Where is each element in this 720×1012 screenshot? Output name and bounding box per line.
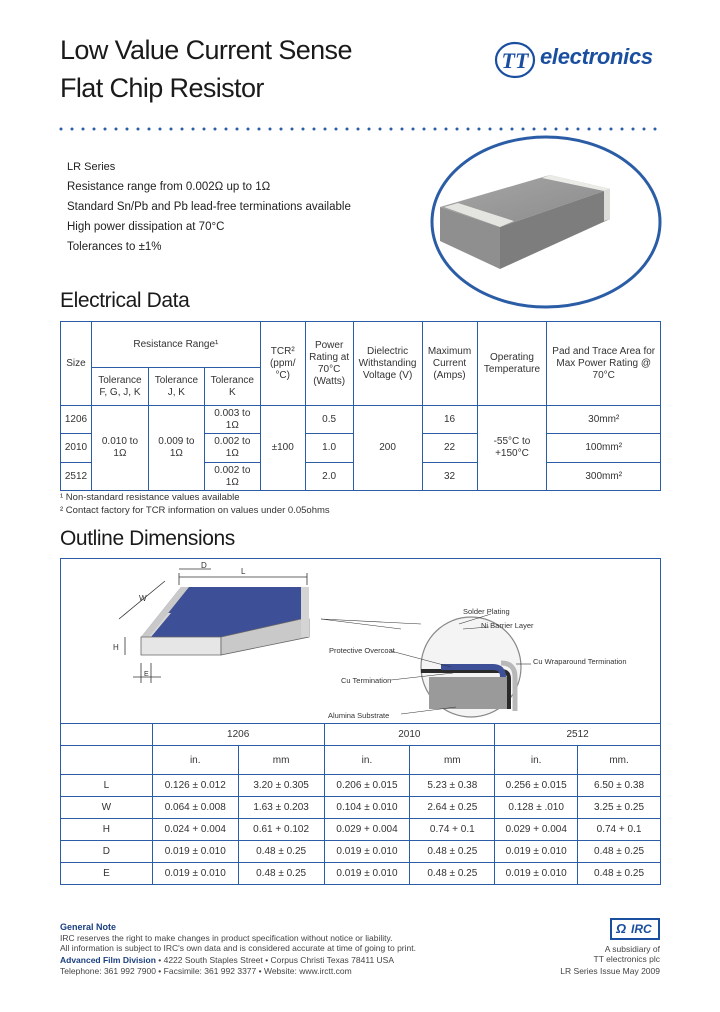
svg-text:TT: TT: [501, 48, 529, 73]
unit-header: mm: [238, 746, 324, 775]
table-row: [61, 775, 661, 797]
header-tcr: TCR² (ppm/°C): [260, 322, 305, 406]
tt-electronics-logo: [493, 38, 668, 80]
dim-cell: 0.126 ± 0.012: [152, 775, 238, 797]
dotted-divider: [58, 126, 668, 132]
dim-cell: 1.63 ± 0.203: [238, 797, 324, 819]
svg-text:L: L: [241, 567, 246, 576]
dim-cell: 0.019 ± 0.010: [324, 863, 410, 885]
outline-dimensions-table: [60, 723, 661, 885]
dim-cell: 0.48 ± 0.25: [410, 841, 495, 863]
subsidiary-line: TT electronics plc: [593, 954, 660, 964]
dim-cell: 0.029 + 0.004: [324, 819, 410, 841]
irc-logo: [610, 918, 660, 940]
dim-cell: 5.23 ± 0.38: [410, 775, 495, 797]
cell-operating-temp: -55°C to +150°C: [477, 406, 547, 491]
table-row: [61, 819, 661, 841]
dim-cell: 0.019 ± 0.010: [324, 841, 410, 863]
svg-text:Alumina Substrate: Alumina Substrate: [328, 711, 390, 720]
cell-power: 1.0: [305, 434, 353, 463]
omega-icon: Ω: [616, 921, 627, 936]
chip-dimension-drawing: [61, 559, 662, 724]
svg-text:Cu Wraparound Termination: Cu Wraparound Termination: [533, 657, 627, 666]
size-header: 2010: [324, 724, 495, 746]
header-tol-jk: Tolerance J, K: [148, 368, 204, 406]
header-tol-fgjk: Tolerance F, G, J, K: [91, 368, 148, 406]
header-tol-k: Tolerance K: [204, 368, 260, 406]
dim-cell: 0.019 ± 0.010: [495, 841, 578, 863]
cell-dielectric: 200: [353, 406, 422, 491]
svg-text:E: E: [144, 671, 149, 678]
dim-cell: 0.064 ± 0.008: [152, 797, 238, 819]
cell-pad: 300mm²: [547, 463, 661, 491]
cell-tcr: ±100: [260, 406, 305, 491]
svg-text:D: D: [201, 561, 207, 570]
general-note-title: General Note: [60, 922, 117, 932]
issue-date: LR Series Issue May 2009: [560, 966, 660, 976]
table-row: [61, 863, 661, 885]
dim-cell: 0.029 + 0.004: [495, 819, 578, 841]
dim-cell: 0.74 + 0.1: [410, 819, 495, 841]
division-address: [60, 955, 394, 965]
irc-logo-text: IRC: [631, 922, 652, 936]
row-label: L: [61, 775, 153, 797]
svg-text:Solder Plating: Solder Plating: [463, 607, 510, 616]
table-row: [61, 797, 661, 819]
dim-cell: 0.019 ± 0.010: [152, 863, 238, 885]
unit-header: mm: [410, 746, 495, 775]
svg-text:Protective Overcoat: Protective Overcoat: [329, 646, 395, 655]
header-pad-trace-area: Pad and Trace Area for Max Power Rating @ 70°C: [547, 322, 661, 406]
cell-range-fgjk: 0.010 to 1Ω: [91, 406, 148, 491]
unit-header: in.: [152, 746, 238, 775]
svg-text:Cu Termination: Cu Termination: [341, 676, 392, 685]
feature-item: High power dissipation at 70°C: [67, 221, 225, 233]
svg-text:W: W: [139, 594, 147, 603]
resistor-product-image: [428, 133, 664, 311]
dim-cell: 3.25 ± 0.25: [578, 797, 661, 819]
header-operating-temp: Operating Temperature: [477, 322, 547, 406]
outline-dimensions-heading: Outline Dimensions: [60, 527, 235, 550]
feature-item: Tolerances to ±1%: [67, 241, 162, 253]
division-name: Advanced Film Division: [60, 955, 156, 965]
size-header: 1206: [152, 724, 324, 746]
cell-size: 2010: [61, 434, 92, 463]
dim-cell: 0.104 ± 0.010: [324, 797, 410, 819]
dim-cell: 0.206 ± 0.015: [324, 775, 410, 797]
dim-cell: 0.48 ± 0.25: [410, 863, 495, 885]
subsidiary-line: A subsidiary of: [604, 944, 660, 954]
row-label: D: [61, 841, 153, 863]
tt-logo-icon: [493, 38, 541, 80]
dim-cell: 0.019 ± 0.010: [152, 841, 238, 863]
dim-cell: 3.20 ± 0.305: [238, 775, 324, 797]
electrical-data-heading: Electrical Data: [60, 289, 190, 312]
cell-size: 2512: [61, 463, 92, 491]
svg-text:Ni Barrier Layer: Ni Barrier Layer: [481, 621, 534, 630]
cell-range-k: 0.003 to 1Ω: [204, 406, 260, 434]
header-power-rating: Power Rating at 70°C (Watts): [305, 322, 353, 406]
cell-current: 32: [422, 463, 477, 491]
cell-pad: 30mm²: [547, 406, 661, 434]
dim-cell: 0.024 + 0.004: [152, 819, 238, 841]
cell-power: 2.0: [305, 463, 353, 491]
unit-header: mm.: [578, 746, 661, 775]
header-max-current: Maximum Current (Amps): [422, 322, 477, 406]
dim-cell: 6.50 ± 0.38: [578, 775, 661, 797]
row-label: W: [61, 797, 153, 819]
cell-current: 16: [422, 406, 477, 434]
dim-cell: 0.48 ± 0.25: [578, 841, 661, 863]
dim-cell: 0.128 ± .010: [495, 797, 578, 819]
series-title: LR Series: [67, 161, 116, 173]
row-label: H: [61, 819, 153, 841]
footnote-1: ¹ Non-standard resistance values available: [60, 492, 240, 503]
page-title-line2: Flat Chip Resistor: [60, 73, 264, 103]
dim-cell: 0.256 ± 0.015: [495, 775, 578, 797]
cell-power: 0.5: [305, 406, 353, 434]
page-title-line1: Low Value Current Sense: [60, 35, 352, 65]
general-note-line: All information is subject to IRC's own data and is considered accurate at time of going to print.: [60, 943, 416, 953]
logo-text: electronics: [540, 44, 653, 69]
electrical-data-table: [60, 321, 661, 491]
cell-range-jk: 0.009 to 1Ω: [148, 406, 204, 491]
header-dielectric: Dielectric Withstanding Voltage (V): [353, 322, 422, 406]
dim-cell: 2.64 ± 0.25: [410, 797, 495, 819]
outline-drawing-panel: [60, 558, 661, 723]
header-resistance-range: Resistance Range¹: [91, 322, 260, 368]
row-label: E: [61, 863, 153, 885]
svg-text:H: H: [113, 643, 119, 652]
dim-cell: 0.48 ± 0.25: [238, 863, 324, 885]
dim-cell: 0.48 ± 0.25: [578, 863, 661, 885]
cell-size: 1206: [61, 406, 92, 434]
footnote-2: ² Contact factory for TCR information on values under 0.05ohms: [60, 505, 330, 516]
general-note-line: IRC reserves the right to make changes in product specification without notice or liability.: [60, 933, 393, 943]
cell-pad: 100mm²: [547, 434, 661, 463]
cell-range-k: 0.002 to 1Ω: [204, 434, 260, 463]
size-header: 2512: [495, 724, 661, 746]
contact-line: Telephone: 361 992 7900 • Facsimile: 361 992 3377 • Website: www.irctt.com: [60, 966, 352, 976]
cell-range-k: 0.002 to 1Ω: [204, 463, 260, 491]
dim-cell: 0.61 + 0.102: [238, 819, 324, 841]
table-row: [61, 841, 661, 863]
dim-cell: 0.019 ± 0.010: [495, 863, 578, 885]
dim-cell: 0.74 + 0.1: [578, 819, 661, 841]
cell-current: 22: [422, 434, 477, 463]
unit-header: in.: [324, 746, 410, 775]
feature-item: Resistance range from 0.002Ω up to 1Ω: [67, 181, 271, 193]
feature-item: Standard Sn/Pb and Pb lead-free terminations available: [67, 201, 351, 213]
dim-cell: 0.48 ± 0.25: [238, 841, 324, 863]
unit-header: in.: [495, 746, 578, 775]
address: • 4222 South Staples Street • Corpus Christi Texas 78411 USA: [158, 955, 395, 965]
header-size: Size: [61, 322, 92, 406]
